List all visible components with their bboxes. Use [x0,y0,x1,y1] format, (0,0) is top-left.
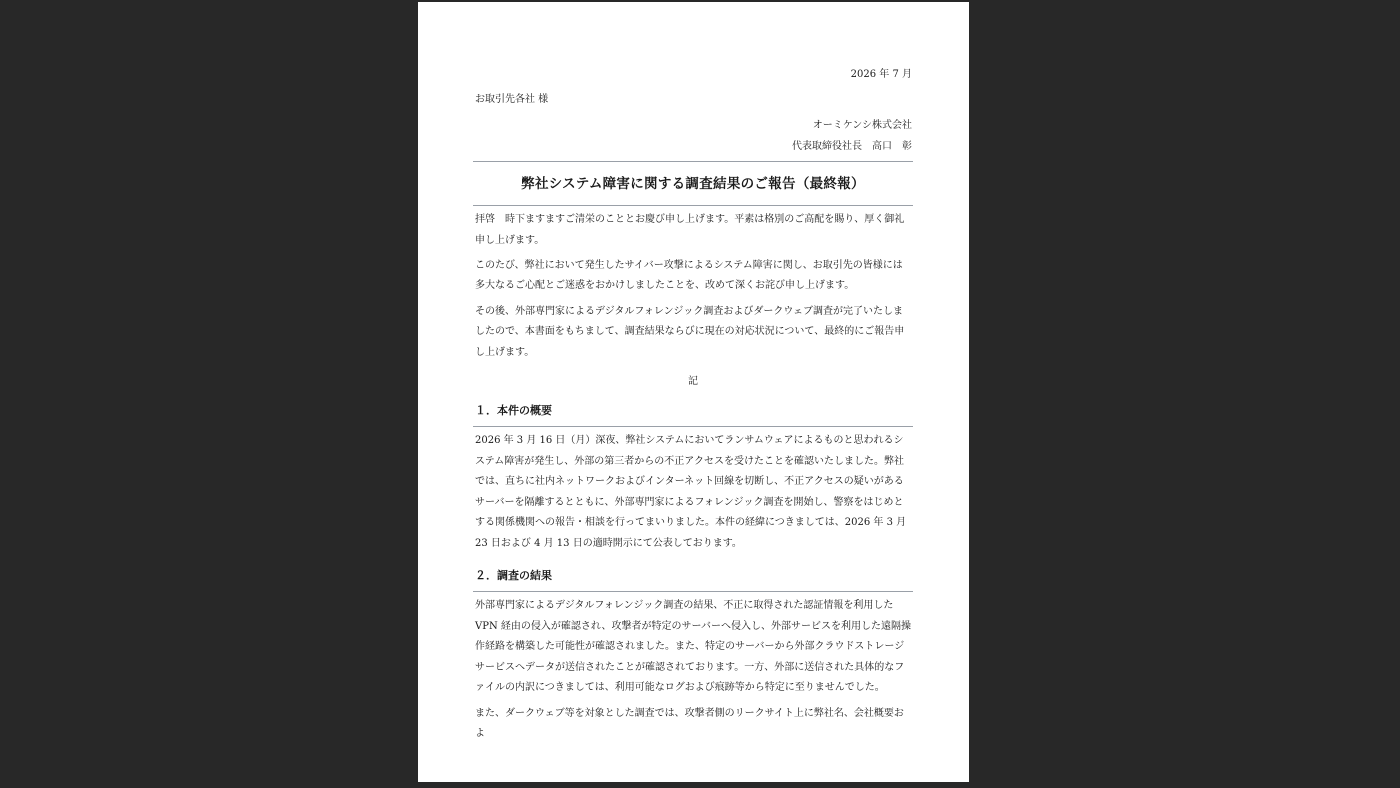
intro-paragraph: その後、外部専門家によるデジタルフォレンジック調査およびダークウェブ調査が完了いたしましたので、本書面をもちまして、調査結果ならびに現在の対応状況について、最終的にご報告申し上げます。 [475,305,905,358]
letter-recipient: お取引先各社 様 [475,94,549,105]
intro-paragraph: 拝啓 時下ますますご清栄のこととお慶び申し上げます。平素は格別のご高配を賜り、厚く御礼申し上げます。 [475,214,905,246]
section-2-heading: ２．調査の結果 [475,569,552,582]
section-2-paragraph: 外部専門家によるデジタルフォレンジック調査の結果、不正に取得された認証情報を利用した VPN 経由の侵入が確認され、攻撃者が特定のサーバーへ侵入し、外部サービスを利用した遠隔操作経路を構築した可能性が確認されました。また、特定のサーバーから外部クラウドストレージサービスへデータが送信されたことが確認されております。一方、外部に送信された具体的なファイルの内訳につきましては、利用可能なログおよび痕跡等から特定に至りませんでした。 [475,600,911,694]
intro-paragraph: このたび、弊社において発生したサイバー攻撃によるシステム障害に関し、お取引先の皆様には多大なるご心配とご迷惑をおかけしましたことを、改めて深くお詫び申し上げます。 [475,259,903,292]
section-2-body [475,596,911,745]
intro-block [475,210,911,363]
section-1-paragraph: 2026 年 3 月 16 日（月）深夜、弊社システムにおいてランサムウェアによるものと思われるシステム障害が発生し、外部の第三者からの不正アクセスを受けたことを確認いたしました。弊社では、直ちに社内ネットワークおよびインターネット回線を切断し、不正アクセスの疑いがあるサーバーを隔離するとともに、外部専門家によるフォレンジック調査を開始し、警察をはじめとする関係機関への報告・相談を行ってまいりました。本件の経緯につきましては、2026 年 3 月 23 日および 4 月 13 日の適時開示にて公表しております。 [475,435,907,549]
title-bottom-rule [473,205,913,206]
ki-marker: 記 [688,376,698,387]
section-1-body [475,431,911,555]
section-2-rule [473,591,913,592]
letter-title: 弊社システム障害に関する調査結果のご報告（最終報） [521,176,865,192]
section-2-paragraph: また、ダークウェブ等を対象とした調査では、攻撃者側のリークサイト上に弊社名、会社概要およ [475,707,904,740]
title-top-rule [473,161,913,162]
sender-company: オーミケンシ株式会社 [812,120,912,131]
section-1-rule [473,426,913,427]
sender-representative: 代表取締役社長 高口 彰 [792,141,912,152]
document-page [418,2,969,782]
letter-date: 2026 年 7 月 [850,69,912,80]
section-1-heading: １．本件の概要 [475,404,552,417]
